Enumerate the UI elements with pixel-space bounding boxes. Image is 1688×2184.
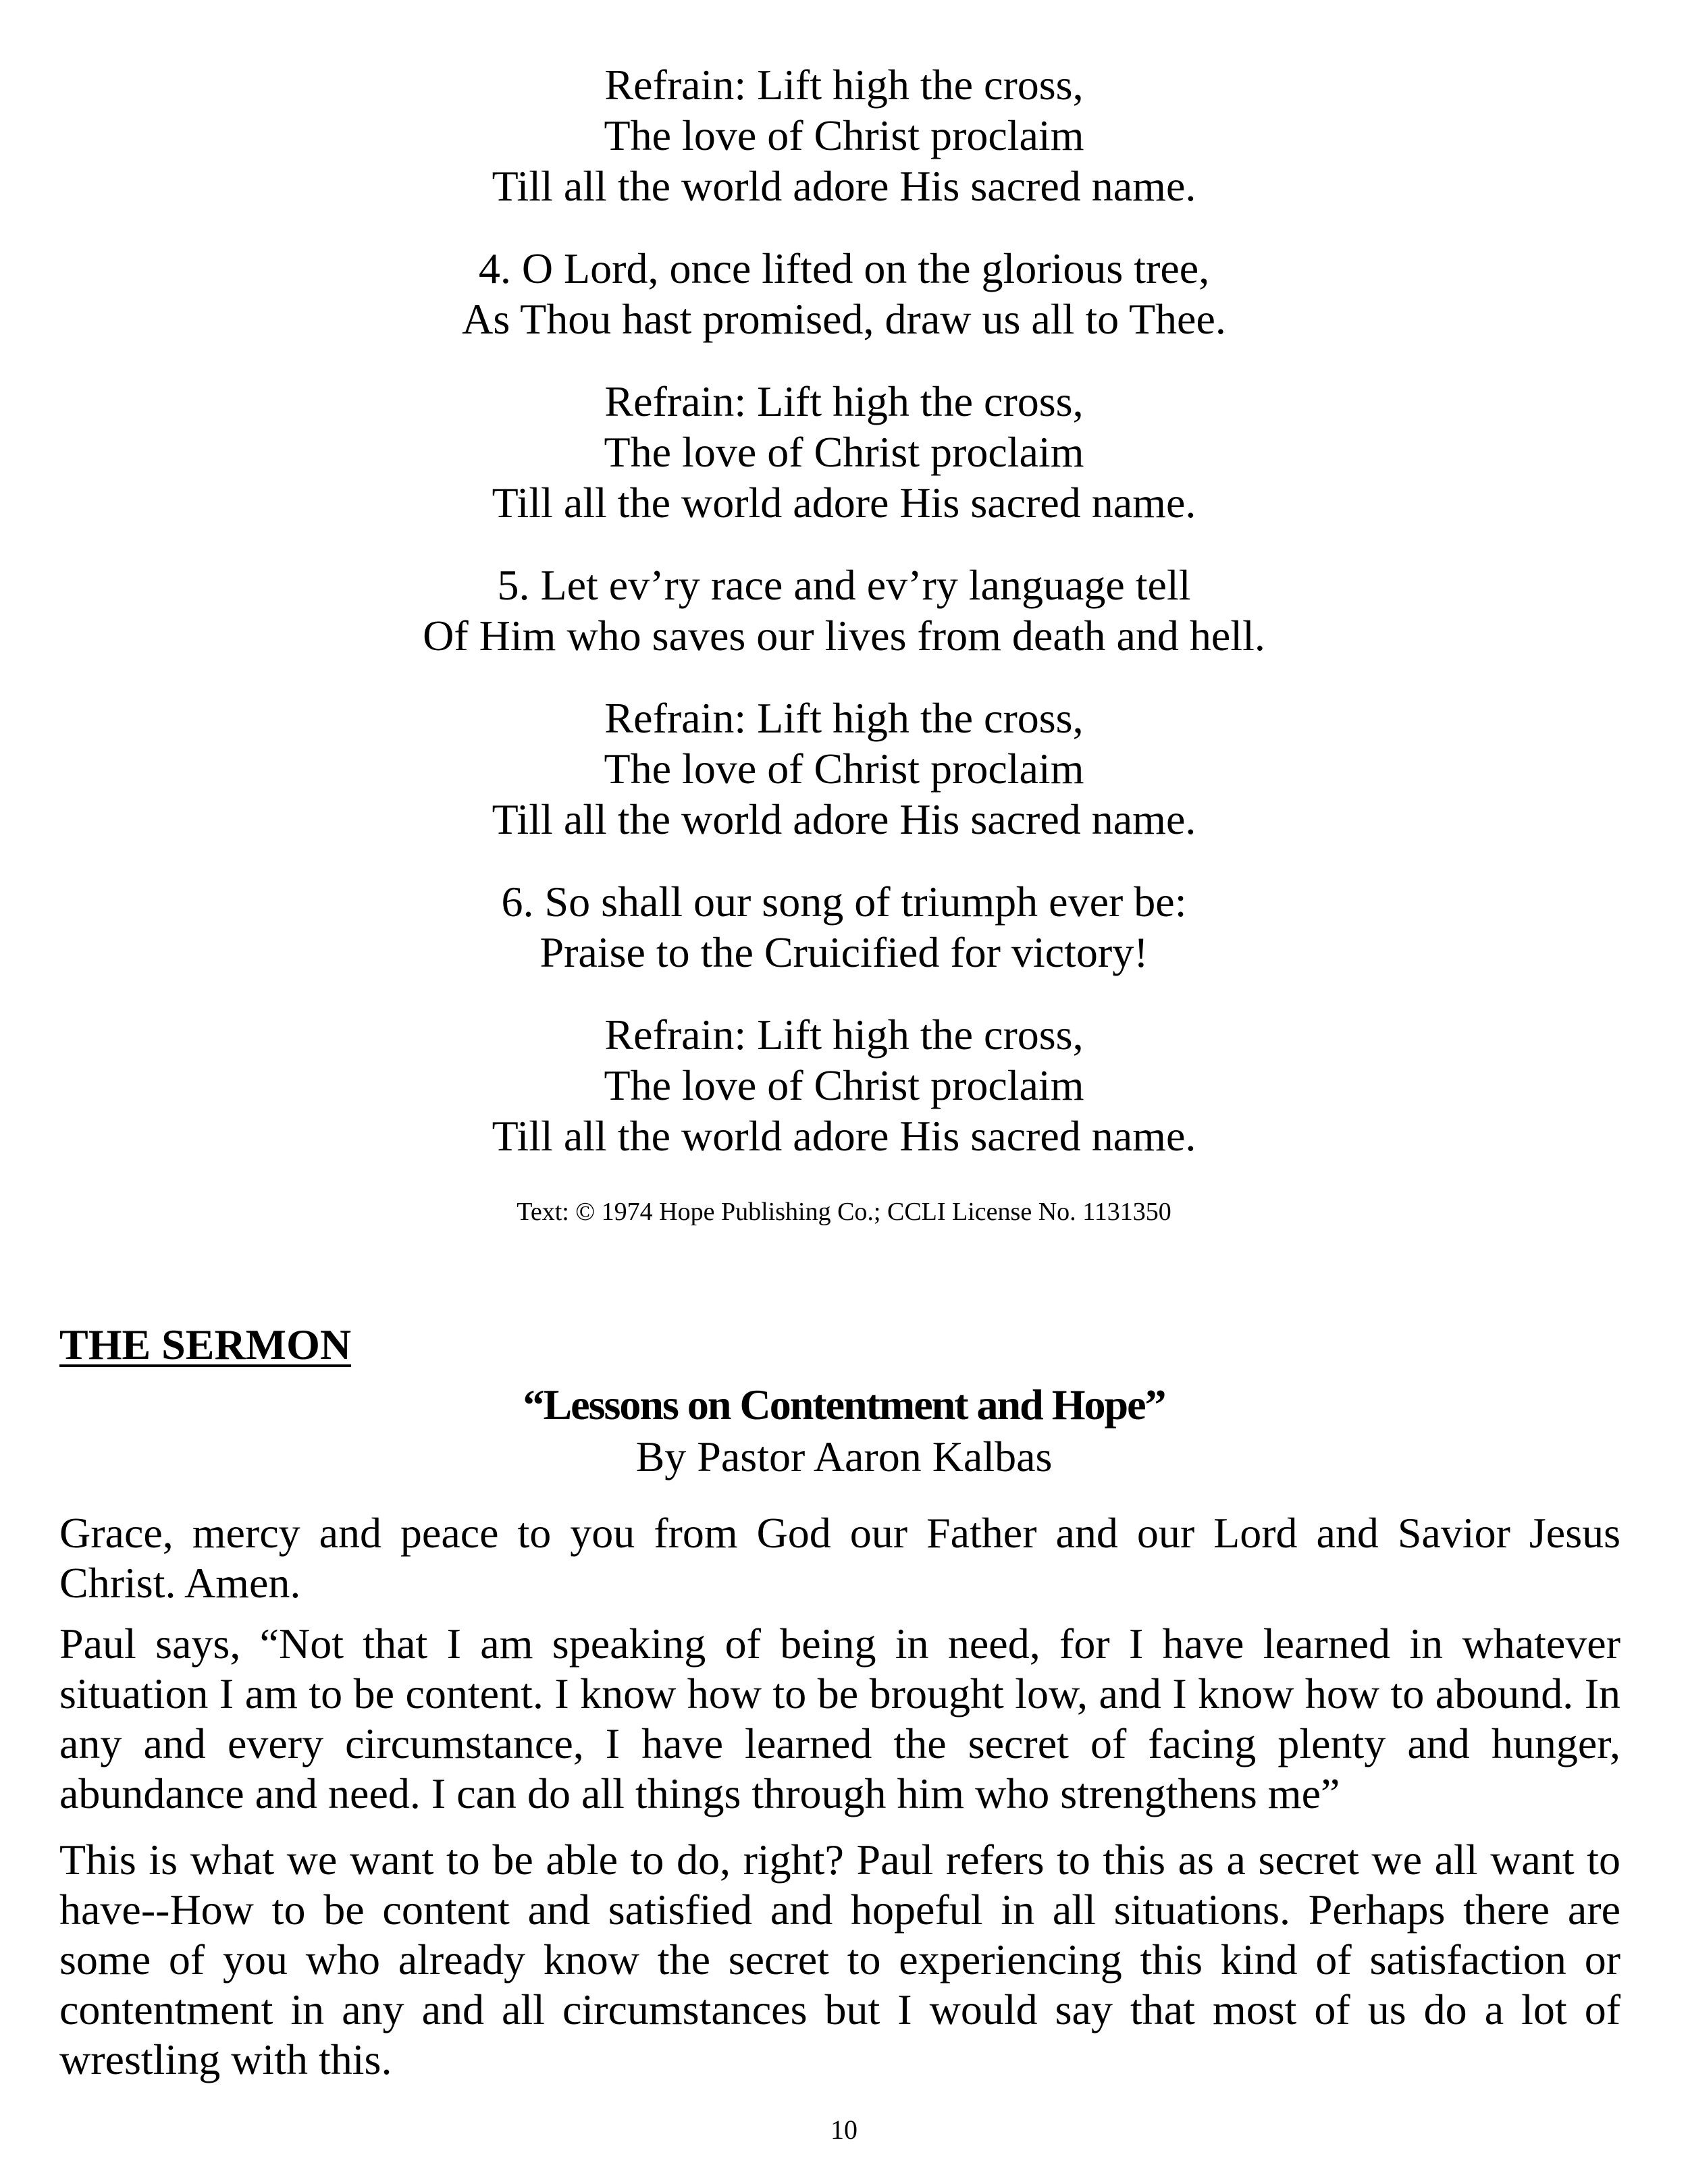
lyric-line: Praise to the Cruicified for victory!	[539, 928, 1149, 976]
lyric-line: Refrain: Lift high the cross,	[604, 694, 1084, 742]
lyric-line: Till all the world adore His sacred name.	[492, 795, 1196, 843]
hymn-refrain	[0, 693, 1688, 845]
sermon-paragraph: Paul says, “Not that I am speaking of being in need, for I have learned in whatever situation I am to be content. I know how to be brought low, and I know how to abound. In any and every circumstance, I have learned the secret of facing plenty and hunger, abundance and need. I can do all things through him who strengthens me”	[59, 1620, 1620, 1817]
sermon-title: “Lessons on Contentment and Hope”	[523, 1381, 1165, 1429]
lyric-line: Refrain: Lift high the cross,	[604, 1011, 1084, 1059]
sermon-heading: THE SERMON	[59, 1321, 352, 1368]
lyric-line: 5. Let ev’ry race and ev’ry language tell	[497, 561, 1191, 609]
lyric-line: Refrain: Lift high the cross,	[604, 377, 1084, 425]
lyric-line: The love of Christ proclaim	[604, 1061, 1084, 1109]
lyric-line: Till all the world adore His sacred name.	[492, 162, 1196, 210]
hymn-refrain	[0, 59, 1688, 211]
lyric-line: The love of Christ proclaim	[604, 111, 1084, 159]
sermon-paragraph: This is what we want to be able to do, right? Paul refers to this as a secret we all want to have--How to be content and satisfied and hopeful in all situations. Perhaps there are some of you who already know the secret to experiencing this kind of satisfaction or contentment in any and all circumstances but I would say that most of us do a lot of wrestling with this.	[59, 1836, 1620, 2083]
hymn-refrain	[0, 1009, 1688, 1161]
page-number: 10	[830, 2114, 858, 2145]
hymn-refrain	[0, 376, 1688, 528]
hymn-verse-4	[0, 243, 1688, 344]
lyric-line: Refrain: Lift high the cross,	[604, 61, 1084, 109]
lyric-line: The love of Christ proclaim	[604, 428, 1084, 476]
hymn-copyright: Text: © 1974 Hope Publishing Co.; CCLI License No. 1131350	[517, 1198, 1171, 1226]
lyric-line: 4. O Lord, once lifted on the glorious tree,	[478, 244, 1210, 292]
lyric-line: 6. So shall our song of triumph ever be:	[501, 878, 1187, 926]
hymn-lyrics	[0, 59, 1688, 1193]
lyric-line: As Thou hast promised, draw us all to Thee.	[462, 295, 1226, 343]
lyric-line: Of Him who saves our lives from death and hell.	[423, 612, 1265, 660]
sermon-paragraph: Grace, mercy and peace to you from God our Father and our Lord and Savior Jesus Christ. Amen.	[59, 1509, 1620, 1607]
hymn-verse-5	[0, 560, 1688, 661]
lyric-line: Till all the world adore His sacred name.	[492, 1112, 1196, 1160]
hymn-verse-6	[0, 876, 1688, 978]
sermon-byline: By Pastor Aaron Kalbas	[635, 1433, 1053, 1481]
lyric-line: The love of Christ proclaim	[604, 745, 1084, 793]
lyric-line: Till all the world adore His sacred name.	[492, 479, 1196, 527]
